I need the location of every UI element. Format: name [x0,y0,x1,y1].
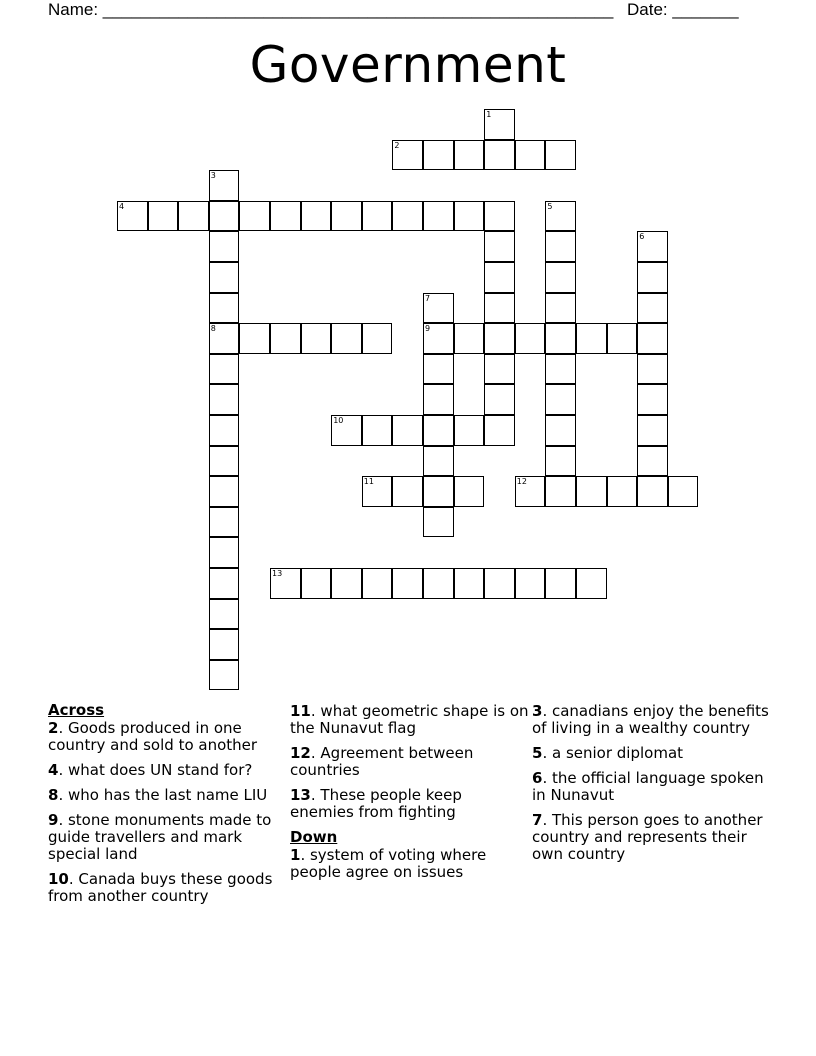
clues-column-2 [290,703,530,889]
clue-number-label: 11 [363,477,374,487]
clue-separator: . [58,719,68,737]
crossword-cell[interactable] [576,568,607,599]
crossword-cell[interactable] [270,201,301,232]
clue-text: Agreement between countries [290,744,474,779]
crossword-cell[interactable] [301,323,332,354]
clue-separator: . [542,811,552,829]
crossword-cell[interactable] [484,354,515,385]
crossword-cell[interactable] [484,109,515,140]
clue-separator: . [58,811,68,829]
crossword-cell[interactable] [545,323,576,354]
crossword-cell[interactable] [423,446,454,477]
clue-number: 8 [48,786,59,804]
crossword-cell[interactable] [423,140,454,171]
crossword-cell[interactable] [545,476,576,507]
crossword-cell[interactable] [209,568,240,599]
crossword-cell[interactable] [423,568,454,599]
crossword-cell[interactable] [545,354,576,385]
clue-number-label: 4 [119,201,125,211]
clues-column-1 [48,700,288,913]
crossword-cell[interactable] [209,201,240,232]
crossword-cell[interactable] [545,140,576,171]
clue-text: canadians enjoy the benefits of living in a wealthy country [532,702,769,737]
clue-number: 4 [48,761,59,779]
clue-number-label: 1 [486,109,492,119]
crossword-cell[interactable] [454,140,485,171]
crossword-cell[interactable] [637,415,668,446]
crossword-cell[interactable] [209,446,240,477]
crossword-cell[interactable] [362,201,393,232]
clue-text: Canada buys these goods from another country [48,870,273,905]
crossword-cell[interactable] [331,323,362,354]
clue-item [290,847,530,881]
clue-item [290,703,530,737]
clue-number-label: 10 [333,415,344,425]
crossword-cell[interactable] [270,323,301,354]
crossword-cell[interactable] [576,476,607,507]
clue-item [532,812,772,863]
crossword-cell[interactable] [209,507,240,538]
crossword-cell[interactable] [515,476,546,507]
crossword-cell[interactable] [637,354,668,385]
clue-number: 1 [290,846,301,864]
clue-number: 6 [532,769,543,787]
crossword-cell[interactable] [209,629,240,660]
crossword-cell[interactable] [331,415,362,446]
crossword-cell[interactable] [209,323,240,354]
crossword-cell[interactable] [423,201,454,232]
crossword-cell[interactable] [484,323,515,354]
crossword-cell[interactable] [545,231,576,262]
crossword-cell[interactable] [545,446,576,477]
clue-number: 5 [532,744,543,762]
clue-text: a senior diplomat [551,744,684,762]
crossword-cell[interactable] [545,293,576,324]
clue-item [532,745,772,762]
crossword-cell[interactable] [209,599,240,630]
clue-separator: . [310,786,321,804]
clue-separator: . [542,744,552,762]
crossword-cell[interactable] [484,384,515,415]
clue-number: 7 [532,811,543,829]
clue-item [290,745,530,779]
crossword-cell[interactable] [484,568,515,599]
crossword-cell[interactable] [209,293,240,324]
name-field-line[interactable]: Name: ______________________________________________________ [48,0,614,19]
crossword-cell[interactable] [637,384,668,415]
crossword-cell[interactable] [545,415,576,446]
clue-number: 9 [48,811,59,829]
clue-item [290,787,530,821]
clue-text: Goods produced in one country and sold to another [48,719,258,754]
crossword-cell[interactable] [209,415,240,446]
crossword-cell[interactable] [301,201,332,232]
crossword-cell[interactable] [423,476,454,507]
crossword-cell[interactable] [637,323,668,354]
clue-number-label: 8 [210,324,216,334]
crossword-cell[interactable] [270,568,301,599]
crossword-cell[interactable] [545,262,576,293]
clue-separator: . [300,846,310,864]
clue-separator: . [542,769,552,787]
clue-separator: . [310,744,321,762]
clue-number-label: 9 [425,324,431,334]
across-clue-list [48,720,288,905]
crossword-cell[interactable] [454,476,485,507]
crossword-cell[interactable] [484,231,515,262]
clue-number: 11 [290,702,311,720]
clue-number-label: 5 [547,201,553,211]
clue-number: 3 [532,702,543,720]
crossword-cell[interactable] [117,201,148,232]
crossword-cell[interactable] [515,323,546,354]
crossword-cell[interactable] [515,140,546,171]
crossword-cell[interactable] [637,262,668,293]
crossword-cell[interactable] [423,323,454,354]
clue-item [48,787,288,804]
crossword-cell[interactable] [148,201,179,232]
clue-text: what geometric shape is on the Nunavut flag [290,702,529,737]
clue-number-label: 6 [639,232,645,242]
crossword-cell[interactable] [239,201,270,232]
clues-column-3 [532,703,772,871]
crossword-cell[interactable] [545,568,576,599]
crossword-cell[interactable] [607,323,638,354]
crossword-cell[interactable] [209,660,240,691]
clue-number-label: 12 [516,477,527,487]
crossword-cell[interactable] [392,568,423,599]
clue-text: who has the last name LIU [67,786,268,804]
crossword-cell[interactable] [484,415,515,446]
crossword-cell[interactable] [209,262,240,293]
crossword-cell[interactable] [454,201,485,232]
clue-item [532,770,772,804]
clue-item [48,871,288,905]
crossword-cell[interactable] [209,384,240,415]
crossword-cell[interactable] [392,140,423,171]
crossword-cell[interactable] [423,507,454,538]
date-field-line[interactable]: Date: _______ [627,0,739,19]
clue-item [532,703,772,737]
crossword-cell[interactable] [301,568,332,599]
crossword-cell[interactable] [392,415,423,446]
crossword-cell[interactable] [637,231,668,262]
clue-separator: . [58,786,68,804]
clue-number-label: 7 [425,293,431,303]
crossword-cell[interactable] [209,476,240,507]
crossword-cell[interactable] [362,476,393,507]
clue-number: 2 [48,719,59,737]
clue-number: 10 [48,870,69,888]
clue-text: stone monuments made to guide travellers and mark special land [48,811,272,863]
crossword-cell[interactable] [209,537,240,568]
clue-text: This person goes to another country and represents their own country [532,811,763,863]
crossword-cell[interactable] [392,201,423,232]
clue-separator: . [58,761,68,779]
crossword-cell[interactable] [484,201,515,232]
crossword-cell[interactable] [545,384,576,415]
crossword-cell[interactable] [331,568,362,599]
crossword-cell[interactable] [423,293,454,324]
clue-item [48,762,288,779]
clue-item [48,812,288,863]
crossword-cell[interactable] [362,568,393,599]
clue-number-label: 2 [394,140,400,150]
crossword-cell[interactable] [209,231,240,262]
crossword-cell[interactable] [239,323,270,354]
clue-text: what does UN stand for? [67,761,253,779]
clue-item [48,720,288,754]
crossword-cell[interactable] [454,568,485,599]
crossword-cell[interactable] [423,415,454,446]
crossword-cell[interactable] [484,140,515,171]
clue-number-label: 3 [210,171,216,181]
clue-separator: . [310,702,321,720]
down-clue-list [290,847,530,881]
crossword-cell[interactable] [576,323,607,354]
crossword-cell[interactable] [423,354,454,385]
crossword-cell[interactable] [209,354,240,385]
clue-separator: . [542,702,552,720]
crossword-cell[interactable] [454,415,485,446]
across-clue-list-continued [290,703,530,821]
down-clue-list-continued [532,703,772,863]
crossword-cell[interactable] [637,293,668,324]
clue-separator: . [68,870,79,888]
crossword-cell[interactable] [331,201,362,232]
crossword-cell[interactable] [484,293,515,324]
across-heading: Across [48,701,105,719]
page-title: Government [249,36,567,94]
crossword-cell[interactable] [607,476,638,507]
down-heading: Down [290,828,338,846]
clue-number-label: 13 [272,568,283,578]
clue-number: 12 [290,744,311,762]
crossword-cell[interactable] [362,415,393,446]
crossword-cell[interactable] [454,323,485,354]
crossword-cell[interactable] [637,446,668,477]
crossword-cell[interactable] [362,323,393,354]
clue-text: the official language spoken in Nunavut [532,769,764,804]
crossword-cell[interactable] [637,476,668,507]
clue-number: 13 [290,786,311,804]
clue-text: These people keep enemies from fighting [290,786,462,821]
crossword-cell[interactable] [178,201,209,232]
clue-text: system of voting where people agree on issues [290,846,487,881]
crossword-cell[interactable] [484,262,515,293]
crossword-cell[interactable] [668,476,699,507]
crossword-cell[interactable] [545,201,576,232]
crossword-cell[interactable] [392,476,423,507]
crossword-cell[interactable] [515,568,546,599]
crossword-cell[interactable] [209,170,240,201]
crossword-cell[interactable] [423,384,454,415]
